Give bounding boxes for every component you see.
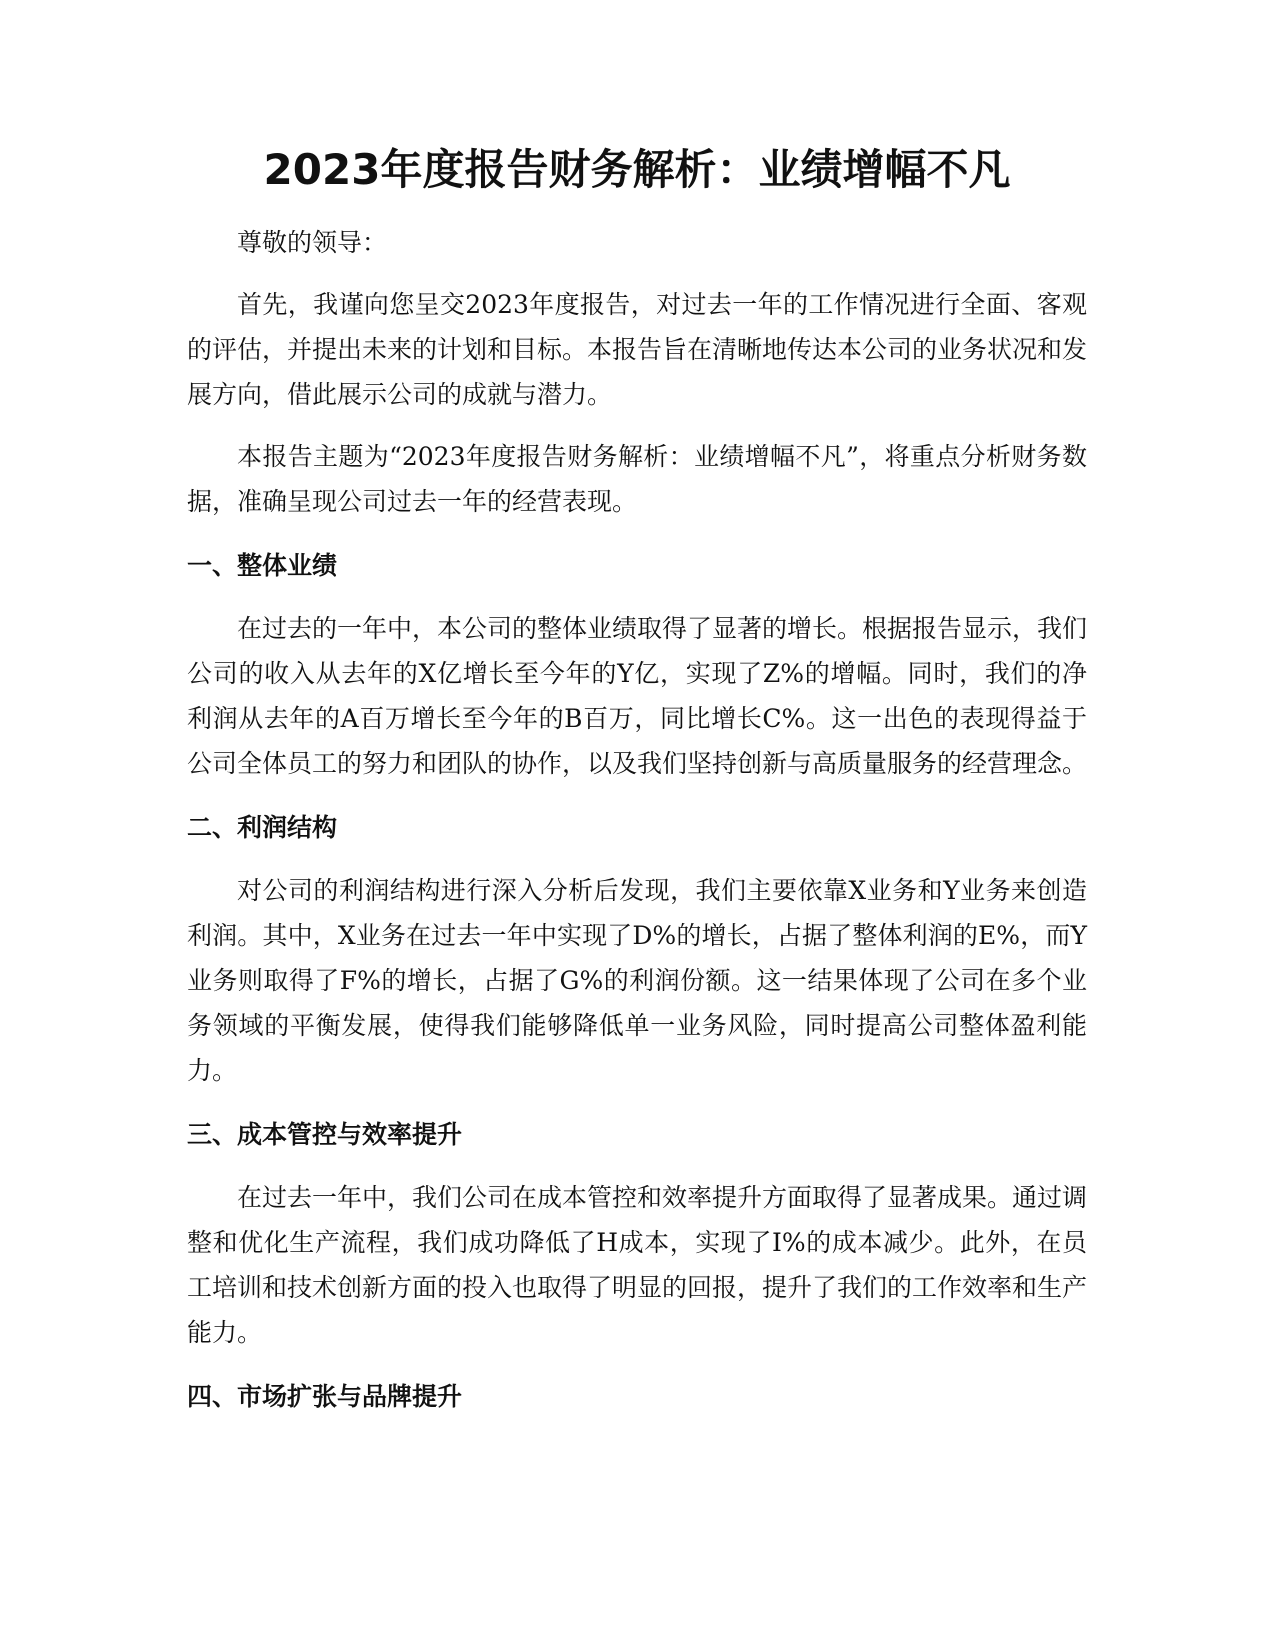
section-heading: 一、整体业绩 xyxy=(187,551,338,580)
section-heading: 二、利润结构 xyxy=(187,813,338,842)
section-heading: 三、成本管控与效率提升 xyxy=(187,1120,463,1149)
section-paragraph: 在过去一年中，我们公司在成本管控和效率提升方面取得了显著成果。通过调整和优化生产流程，我们成功降低了H成本，实现了I%的成本减少。此外，在员工培训和技术创新方面的投入也取得了明显的回报，提升了我们的工作效率和生产能力。 xyxy=(187,1183,1088,1347)
document-body xyxy=(187,140,1087,1437)
intro-paragraph: 首先，我谨向您呈交2023年度报告，对过去一年的工作情况进行全面、客观的评估，并提出未来的计划和目标。本报告旨在清晰地传达本公司的业务状况和发展方向，借此展示公司的成就与潜力。 xyxy=(187,290,1088,409)
section-paragraph: 对公司的利润结构进行深入分析后发现，我们主要依靠X业务和Y业务来创造利润。其中，X业务在过去一年中实现了D%的增长，占据了整体利润的E%，而Y业务则取得了F%的增长，占据了G%的利润份额。这一结果体现了公司在多个业务领域的平衡发展，使得我们能够降低单一业务风险，同时提高公司整体盈利能力。 xyxy=(187,876,1087,1085)
section-paragraph: 在过去的一年中，本公司的整体业绩取得了显著的增长。根据报告显示，我们公司的收入从去年的X亿增长至今年的Y亿，实现了Z%的增幅。同时，我们的净利润从去年的A百万增长至今年的B百万，同比增长C%。这一出色的表现得益于公司全体员工的努力和团队的协作，以及我们坚持创新与高质量服务的经营理念。 xyxy=(187,614,1088,778)
section-heading: 四、市场扩张与品牌提升 xyxy=(187,1382,463,1411)
salutation: 尊敬的领导： xyxy=(237,228,388,257)
document-title: 2023年度报告财务解析：业绩增幅不凡 xyxy=(263,145,1011,194)
intro-paragraph: 本报告主题为“2023年度报告财务解析：业绩增幅不凡”，将重点分析财务数据，准确呈现公司过去一年的经营表现。 xyxy=(187,442,1087,516)
